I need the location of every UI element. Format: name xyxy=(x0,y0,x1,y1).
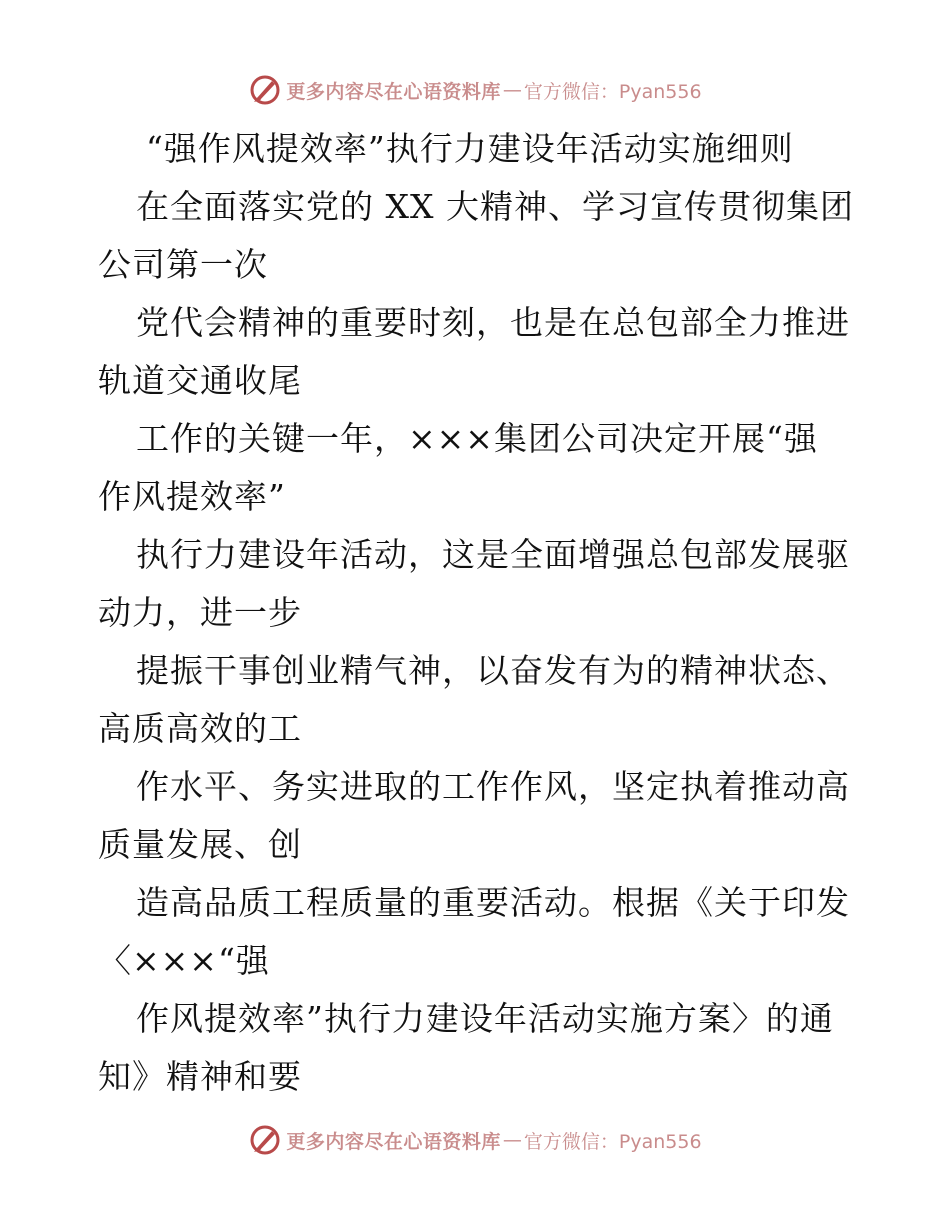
banner-separator: — xyxy=(502,79,522,101)
paragraph xyxy=(98,642,858,758)
paragraph-continuation-line: 轨道交通收尾 xyxy=(98,361,302,400)
banner-wechat-text: 官方微信：Pyan556 xyxy=(523,80,702,103)
quill-pen-logo-icon xyxy=(248,73,282,107)
paragraph-first-line: 党代会精神的重要时刻，也是在总包部全力推进 xyxy=(136,303,850,342)
header-banner xyxy=(0,68,950,112)
paragraph-continuation-line: 动力，进一步 xyxy=(98,593,302,632)
paragraph xyxy=(98,178,858,294)
paragraph-first-line: 作水平、务实进取的工作作风，坚定执着推动高 xyxy=(136,767,850,806)
banner-separator: — xyxy=(502,1129,522,1151)
paragraph-continuation-line: 〈×××“强 xyxy=(98,941,270,980)
paragraph-first-line: 工作的关键一年，×××集团公司决定开展“强 xyxy=(136,419,818,458)
paragraph-first-line: 造高品质工程质量的重要活动。根据《关于印发 xyxy=(136,883,850,922)
paragraph-first-line: 在全面落实党的 XX 大精神、学习宣传贯彻集团 xyxy=(136,187,854,226)
paragraph xyxy=(98,410,858,526)
paragraph xyxy=(98,758,858,874)
footer-banner xyxy=(0,1118,950,1162)
banner-main-text: 更多内容尽在心语资料库 xyxy=(286,80,501,103)
paragraph-continuation-line: 作风提效率” xyxy=(98,477,286,516)
paragraph-first-line: 提振干事创业精气神，以奋发有为的精神状态、 xyxy=(136,651,850,690)
quill-pen-logo-icon xyxy=(248,1123,282,1157)
paragraph-continuation-line: 高质高效的工 xyxy=(98,709,302,748)
paragraph-first-line: 作风提效率”执行力建设年活动实施方案〉的通 xyxy=(136,999,834,1038)
banner-wechat-text: 官方微信：Pyan556 xyxy=(523,1130,702,1153)
paragraph-continuation-line: 公司第一次 xyxy=(98,245,268,284)
paragraph-continuation-line: 质量发展、创 xyxy=(98,825,302,864)
document-body xyxy=(98,120,858,1106)
paragraph xyxy=(98,874,858,990)
document-title: “强作风提效率”执行力建设年活动实施细则 xyxy=(146,129,794,168)
paragraph xyxy=(98,526,858,642)
paragraph xyxy=(98,990,858,1106)
paragraph-first-line: 执行力建设年活动，这是全面增强总包部发展驱 xyxy=(136,535,850,574)
banner-main-text: 更多内容尽在心语资料库 xyxy=(286,1130,501,1153)
paragraph-continuation-line: 知》精神和要 xyxy=(98,1057,302,1096)
paragraph xyxy=(98,294,858,410)
